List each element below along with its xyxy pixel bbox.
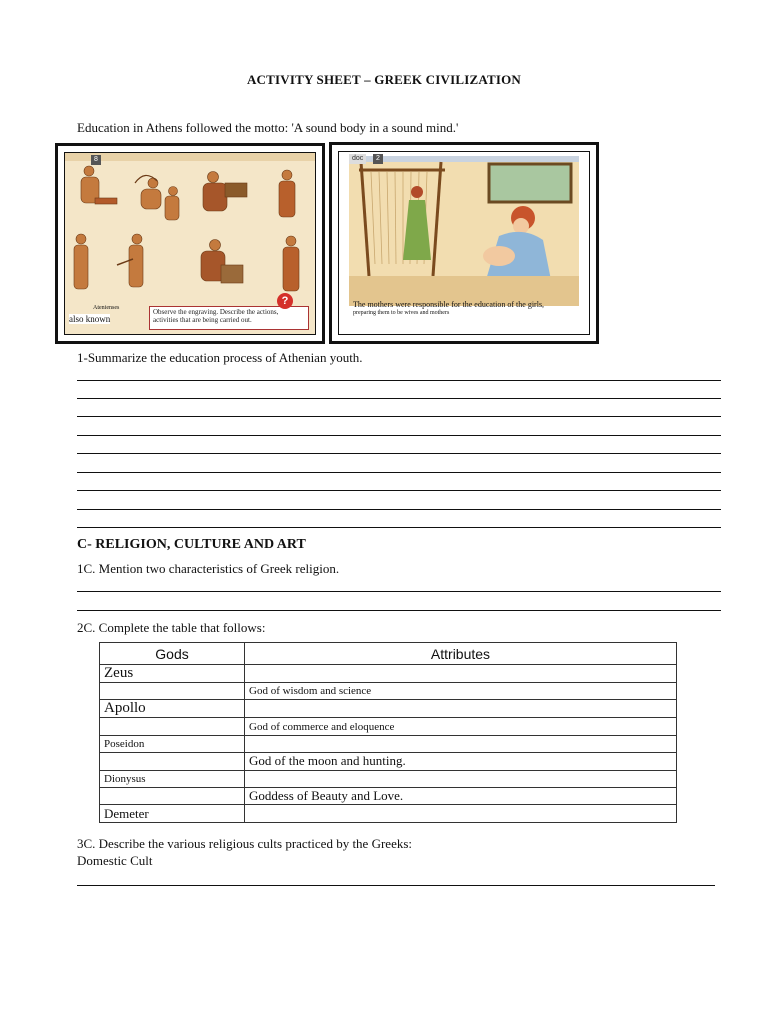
answer-line[interactable]	[77, 610, 721, 611]
attribute-cell[interactable]: God of commerce and eloquence	[245, 718, 677, 735]
question-badge-icon: ?	[277, 293, 293, 309]
answer-line[interactable]	[77, 527, 721, 528]
page-title: ACTIVITY SHEET – GREEK CIVILIZATION	[246, 72, 522, 87]
question-2c: 2C. Complete the table that follows:	[77, 620, 266, 635]
god-cell[interactable]: Poseidon	[100, 735, 245, 752]
attribute-cell[interactable]	[245, 665, 677, 683]
god-cell[interactable]: Apollo	[100, 700, 245, 718]
god-cell[interactable]: Demeter	[100, 805, 245, 822]
answer-line[interactable]	[77, 591, 721, 592]
image2-tag: 2	[373, 154, 383, 164]
header-gods: Gods	[100, 643, 245, 665]
attribute-cell[interactable]	[245, 735, 677, 752]
athens-education-image	[55, 143, 325, 344]
answer-line[interactable]	[77, 416, 721, 417]
table-row	[100, 787, 677, 804]
attribute-cell[interactable]: God of the moon and hunting.	[245, 753, 677, 770]
weaving-scene-illustration	[349, 156, 579, 306]
answer-line[interactable]	[77, 435, 721, 436]
question-1c: 1C. Mention two characteristics of Greek religion.	[77, 561, 340, 576]
table-row	[100, 665, 677, 683]
table-row	[100, 718, 677, 735]
image1-caption: Observe the engraving. Describe the actions, activities that are being carried out.	[149, 306, 309, 330]
table-row	[100, 770, 677, 787]
answer-line[interactable]	[77, 398, 721, 399]
god-cell[interactable]	[100, 787, 245, 804]
question-3c: 3C. Describe the various religious cults practiced by the Greeks:	[77, 836, 413, 851]
section-heading: C- RELIGION, CULTURE AND ART	[77, 537, 306, 552]
god-cell[interactable]: Zeus	[100, 665, 245, 683]
attribute-cell[interactable]	[245, 770, 677, 787]
table-row	[100, 683, 677, 700]
god-cell[interactable]	[100, 753, 245, 770]
answer-line[interactable]	[77, 885, 715, 886]
header-attributes: Attributes	[245, 643, 677, 665]
answer-line[interactable]	[77, 380, 721, 381]
intro-text: Education in Athens followed the motto: 'A sound body in a sound mind.'	[77, 120, 459, 135]
image1-label: also known	[69, 314, 111, 324]
attribute-cell[interactable]: Goddess of Beauty and Love.	[245, 787, 677, 804]
answer-line[interactable]	[77, 472, 721, 473]
god-cell[interactable]: Dionysus	[100, 770, 245, 787]
god-cell[interactable]	[100, 718, 245, 735]
image1-small-label: Atenienses	[93, 305, 120, 311]
table-row	[100, 700, 677, 718]
mothers-education-image	[329, 142, 599, 344]
image2-caption	[353, 300, 583, 318]
attribute-cell[interactable]	[245, 700, 677, 718]
answer-line[interactable]	[77, 509, 721, 510]
attribute-cell[interactable]: God of wisdom and science	[245, 683, 677, 700]
image2-caption-line2: preparing them to be wives and mothers	[353, 310, 450, 316]
answer-line[interactable]	[77, 453, 721, 454]
table-row	[100, 805, 677, 822]
question-1: 1-Summarize the education process of Athenian youth.	[77, 350, 363, 365]
image2-tag-prefix: doc	[349, 154, 366, 164]
domestic-cult-label: Domestic Cult	[77, 853, 153, 868]
answer-line[interactable]	[77, 490, 721, 491]
image2-caption-line1: The mothers were responsible for the education of the girls,	[353, 300, 545, 309]
table-header-row	[100, 643, 677, 665]
attribute-cell[interactable]	[245, 805, 677, 822]
image1-tag: 8	[91, 155, 101, 165]
god-cell[interactable]	[100, 683, 245, 700]
gods-table	[99, 642, 677, 823]
table-row	[100, 753, 677, 770]
table-row	[100, 735, 677, 752]
